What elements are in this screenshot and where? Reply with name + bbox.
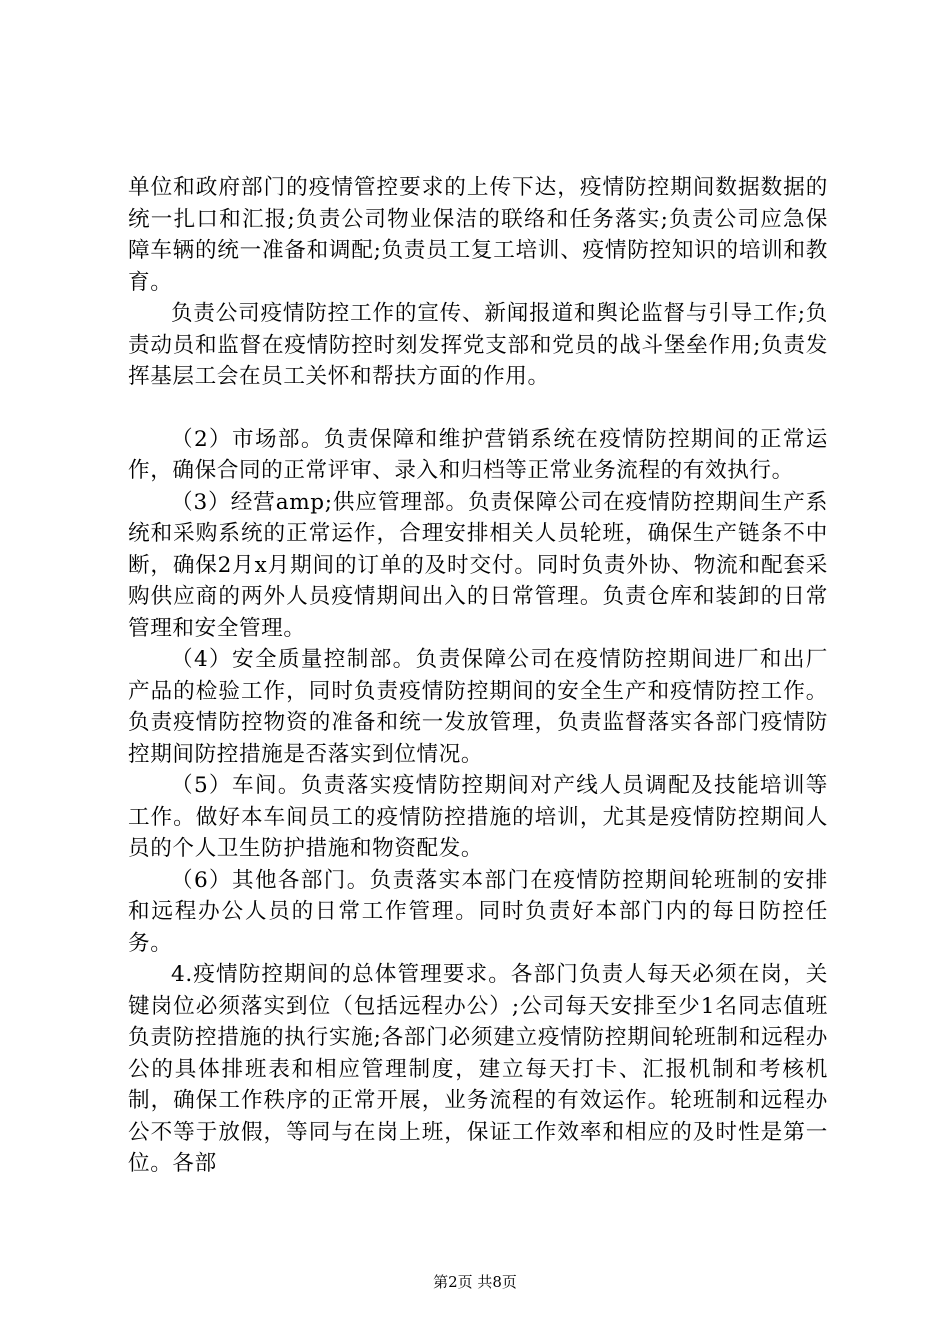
paragraph-other-depts: （6）其他各部门。负责落实本部门在疫情防控期间轮班制的安排和远程办公人员的日常工作管理。同时负责好本部门内的每日防控任务。 (128, 867, 828, 956)
document-body (128, 172, 828, 1180)
paragraph-general-requirements: 4.疫情防控期间的总体管理要求。各部门负责人每天必须在岗，关键岗位必须落实到位（包括远程办公）;公司每天安排至少1名同志值班负责防控措施的执行实施;各部门必须建立疫情防控期间轮班制和远程办公的具体排班表和相应管理制度，建立每天打卡、汇报机制和考核机制，确保工作秩序的正常开展，业务流程的有效运作。轮班制和远程办公不等于放假，等同与在岗上班，保证工作效率和相应的及时性是第一位。各部 (128, 962, 828, 1176)
paragraph-safety-quality-dept: （4）安全质量控制部。负责保障公司在疫情防控期间进厂和出厂产品的检验工作，同时负责疫情防控期间的安全生产和疫情防控工作。负责疫情防控物资的准备和统一发放管理，负责监督落实各部门疫情防控期间防控措施是否落实到位情况。 (128, 647, 828, 767)
paragraph-publicity: 负责公司疫情防控工作的宣传、新闻报道和舆论监督与引导工作;负责动员和监督在疫情防控时刻发挥党支部和党员的战斗堡垒作用;负责发挥基层工会在员工关怀和帮扶方面的作用。 (128, 301, 828, 389)
paragraph-workshop: （5）车间。负责落实疫情防控期间对产线人员调配及技能培训等工作。做好本车间员工的疫情防控措施的培训，尤其是疫情防控期间人员的个人卫生防护措施和物资配发。 (128, 773, 828, 861)
paragraph-continued: 单位和政府部门的疫情管控要求的上传下达，疫情防控期间数据数据的统一扎口和汇报;负责公司物业保洁的联络和任务落实;负责公司应急保障车辆的统一准备和调配;负责员工复工培训、疫情防控知识的培训和教育。 (128, 175, 828, 295)
paragraph-marketing-dept: （2）市场部。负责保障和维护营销系统在疫情防控期间的正常运作，确保合同的正常评审、录入和归档等正常业务流程的有效执行。 (128, 426, 828, 483)
paragraph-operations-supply-dept: （3）经营amp;供应管理部。负责保障公司在疫情防控期间生产系统和采购系统的正常运作，合理安排相关人员轮班，确保生产链条不中断，确保2月x月期间的订单的及时交付。同时负责外协、物流和配套采购供应商的两外人员疫情期间出入的日常管理。负责仓库和装卸的日常管理和安全管理。 (128, 489, 828, 641)
page-number-footer: 第2页 共8页 (433, 1273, 517, 1291)
